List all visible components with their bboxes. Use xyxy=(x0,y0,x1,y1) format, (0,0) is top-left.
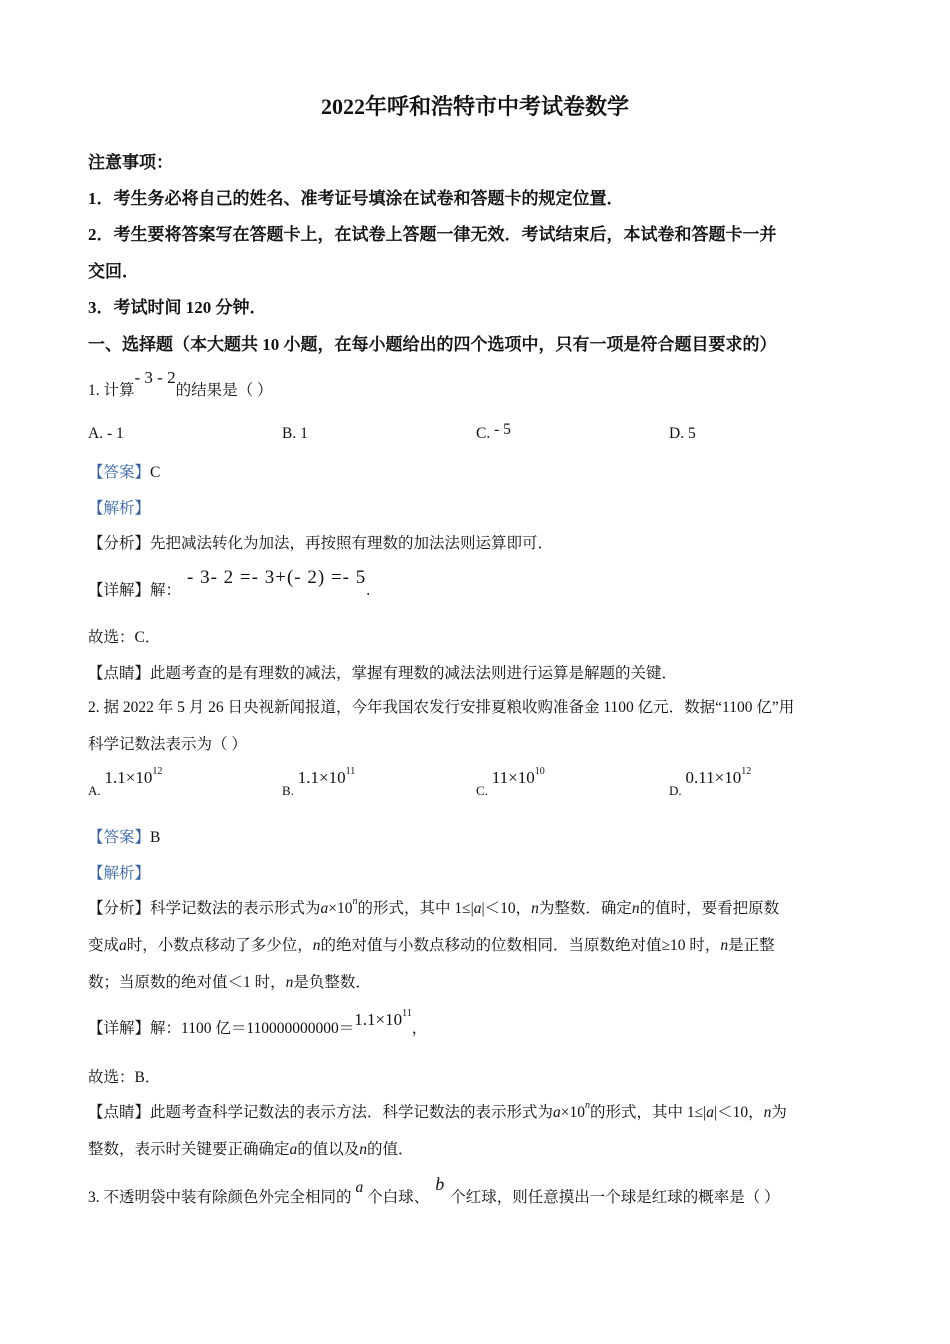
q1-xiangjie xyxy=(88,567,371,601)
var-a: a xyxy=(553,1104,561,1121)
xiangjie-text: 解：1100 亿＝110000000000＝ xyxy=(150,1020,355,1037)
answer-value: B xyxy=(150,829,161,846)
fenxi-text: 的值时，要看把原数 xyxy=(639,900,780,917)
fenxi-text: 先把减法转化为加法，再按照有理数的加法法则运算即可． xyxy=(150,535,554,552)
fenxi-text: 科学记数法的表示形式为 xyxy=(150,900,321,917)
answer-tag: 【答案】 xyxy=(88,464,151,481)
var-n: n xyxy=(631,900,640,917)
option-label: D. xyxy=(669,783,682,798)
fenxi-text: 数；当原数的绝对值＜1 时， xyxy=(88,974,286,991)
fenxi-text: 是正整 xyxy=(728,937,775,954)
option-base: 1.1×10 xyxy=(104,768,153,787)
var-a: a xyxy=(119,937,127,954)
var-n: n xyxy=(531,900,539,917)
section-heading: 一、选择题（本大题共 10 小题，在每小题给出的四个选项中，只有一项是符合题目要求的） xyxy=(88,335,777,354)
dianjing-text: 此题考查科学记数法的表示方法．科学记数法的表示形式为 xyxy=(150,1104,554,1121)
option-exponent: 12 xyxy=(741,766,752,777)
option-label: D. xyxy=(669,425,685,442)
var-a: a xyxy=(289,1141,298,1158)
q1-guxuan: 故选：C． xyxy=(88,629,161,646)
q1-option-c xyxy=(476,421,511,443)
notice-item-1: 1．考生务必将自己的姓名、准考证号填涂在试卷和答题卡的规定位置． xyxy=(88,189,624,208)
var-n: n xyxy=(585,1100,591,1111)
option-label: A. xyxy=(88,783,101,798)
var-a: a xyxy=(320,900,329,917)
var-a: a xyxy=(473,900,482,917)
var-n: n xyxy=(285,974,294,991)
times-ten: ×10 xyxy=(560,1104,586,1121)
xiangjie-expression: - 3- 2 =- 3+(- 2) =- 5 xyxy=(187,567,367,588)
fenxi-text: 的绝对值与小数点移动的位数相同．当原数绝对值≥10 时， xyxy=(320,937,721,954)
fenxi-text: 为整数．确定 xyxy=(538,900,632,917)
fenxi-text: |＜10， xyxy=(481,900,532,917)
dianjing-text: 整数，表示时关键要正确确定 xyxy=(88,1141,290,1158)
answer-tag: 【答案】 xyxy=(88,829,151,846)
q2-fenxi-line-2 xyxy=(88,933,775,955)
answer-value: C xyxy=(150,464,161,481)
xiangjie-end: . xyxy=(366,582,371,599)
dianjing-text: 此题考查的是有理数的减法，掌握有理数的减法法则进行运算是解题的关键． xyxy=(150,665,678,682)
q1-option-a xyxy=(88,425,124,443)
option-label: A. xyxy=(88,425,104,442)
option-label: B. xyxy=(282,425,297,442)
option-base: 1.1×10 xyxy=(297,768,346,787)
q1-jiexi-tag: 【解析】 xyxy=(88,500,151,517)
xiangjie-prefix: 解： xyxy=(150,582,182,599)
q2-answer xyxy=(88,825,160,847)
xiangjie-end: ， xyxy=(411,1020,428,1037)
q1-option-b xyxy=(282,425,308,443)
option-exponent: 10 xyxy=(534,766,545,777)
notice-item-2-cont: 交回． xyxy=(88,262,139,281)
var-n: n xyxy=(763,1104,772,1121)
q2-option-a xyxy=(88,766,163,798)
var-n: n xyxy=(359,1141,368,1158)
xiangjie-base: 1.1×10 xyxy=(354,1010,403,1029)
q1-prefix: 1. 计算 xyxy=(88,382,135,399)
option-base: 11×10 xyxy=(491,768,535,787)
page-title: 2022年呼和浩特市中考试卷数学 xyxy=(320,94,629,119)
dianjing-text: 的值以及 xyxy=(297,1141,360,1158)
option-base: 0.11×10 xyxy=(685,768,742,787)
q2-jiexi-tag: 【解析】 xyxy=(88,865,151,882)
q3-prefix: 3. 不透明袋中装有除颜色外完全相同的 xyxy=(88,1189,352,1206)
q1-option-d xyxy=(669,425,696,443)
fenxi-text: 变成 xyxy=(88,937,120,954)
q3-suffix: 个红球，则任意摸出一个球是红球的概率是（ ） xyxy=(450,1189,780,1206)
dianjing-text: |＜10， xyxy=(714,1104,764,1121)
question-3 xyxy=(88,1174,780,1207)
xiangjie-exponent: 11 xyxy=(402,1008,412,1019)
notice-item-3: 3．考试时间 120 分钟． xyxy=(88,298,267,317)
notice-heading: 注意事项： xyxy=(88,153,173,172)
notice-item-2: 2．考生要将答案写在答题卡上，在试卷上答题一律无效．考试结束后，本试卷和答题卡一并 xyxy=(88,225,777,244)
q3-mid: 个白球、 xyxy=(367,1189,430,1206)
q2-fenxi-line-1 xyxy=(88,896,779,918)
xiangjie-tag: 【详解】 xyxy=(88,1020,151,1037)
q2-option-b xyxy=(282,766,356,798)
option-value: 1 xyxy=(300,425,308,442)
var-a: a xyxy=(706,1104,715,1121)
var-b: b xyxy=(435,1174,445,1194)
option-exponent: 12 xyxy=(152,766,163,777)
question-2-line-2: 科学记数法表示为（ ） xyxy=(88,736,247,753)
option-value: - 1 xyxy=(106,425,124,442)
q2-dianjing-line-1 xyxy=(88,1100,787,1122)
var-n: n xyxy=(312,937,321,954)
fenxi-text: 时，小数点移动了多少位， xyxy=(126,937,313,954)
var-a: a xyxy=(355,1179,364,1196)
option-exponent: 11 xyxy=(345,766,356,777)
option-label: C. xyxy=(476,783,488,798)
xiangjie-tag: 【详解】 xyxy=(88,582,151,599)
times-ten: ×10 xyxy=(328,900,353,917)
option-value: - 5 xyxy=(494,421,511,438)
fenxi-text: 的形式，其中 1≤| xyxy=(357,900,474,917)
q2-xiangjie xyxy=(88,1008,428,1038)
var-n: n xyxy=(352,896,358,907)
q2-option-c xyxy=(476,766,545,798)
question-2-line-1: 2. 据 2022 年 5 月 26 日央视新闻报道，今年我国农发行安排夏粮收购准备金 1100 亿元．数据“1100 亿”用 xyxy=(88,699,795,716)
q1-fenxi xyxy=(88,531,553,553)
fenxi-tag: 【分析】 xyxy=(88,535,151,552)
q1-suffix: 的结果是（ ） xyxy=(175,382,273,399)
question-1 xyxy=(88,368,273,400)
var-n: n xyxy=(720,937,729,954)
q2-option-d xyxy=(669,766,752,798)
q2-dianjing-line-2 xyxy=(88,1137,414,1159)
q1-answer xyxy=(88,460,160,482)
option-label: C. xyxy=(476,425,491,442)
q1-expression: - 3 - 2 xyxy=(134,368,176,387)
q2-guxuan: 故选：B． xyxy=(88,1069,161,1086)
fenxi-tag: 【分析】 xyxy=(88,900,151,917)
dianjing-text: 的形式，其中 1≤| xyxy=(590,1104,707,1121)
dianjing-tag: 【点睛】 xyxy=(88,1104,151,1121)
dianjing-tag: 【点睛】 xyxy=(88,665,151,682)
dianjing-text: 的值． xyxy=(367,1141,414,1158)
option-label: B. xyxy=(282,783,294,798)
fenxi-text: 是负整数． xyxy=(293,974,371,991)
dianjing-text: 为 xyxy=(771,1104,787,1121)
q1-dianjing xyxy=(88,661,677,683)
q2-fenxi-line-3 xyxy=(88,970,371,992)
option-value: 5 xyxy=(687,425,696,442)
